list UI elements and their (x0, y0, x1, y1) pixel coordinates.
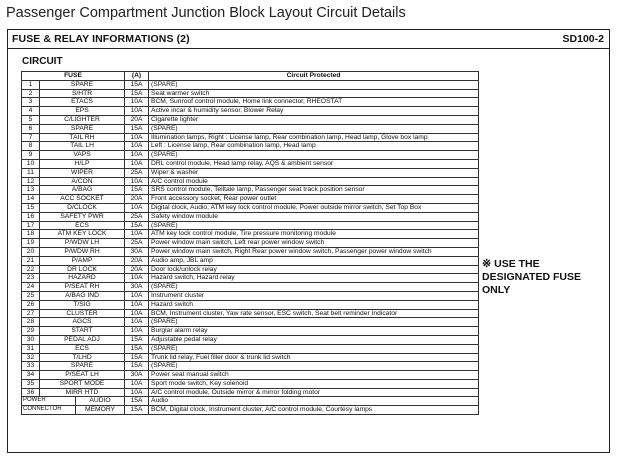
fuse-number: 26 (22, 300, 40, 309)
table-row (22, 353, 479, 362)
table-row (22, 371, 479, 380)
fuse-number: 5 (22, 115, 40, 124)
table-row (22, 291, 479, 300)
fuse-amp: 10A (125, 274, 149, 283)
fuse-number: 30 (22, 335, 40, 344)
circuit-protected: BCM, Digital clock, Instrument cluster, A/C control module, Courtesy lamps (149, 406, 479, 415)
fuse-number: 31 (22, 344, 40, 353)
header-circuit: Circuit Protected (149, 72, 479, 81)
fuse-number: 12 (22, 177, 40, 186)
fuse-name: HAZARD (40, 274, 125, 283)
fuse-amp: 30A (125, 371, 149, 380)
fuse-amp: 15A (125, 186, 149, 195)
fuse-amp: 15A (125, 353, 149, 362)
table-row (22, 98, 479, 107)
fuse-relay-panel (7, 29, 610, 453)
fuse-name: WIPER (40, 168, 125, 177)
fuse-name: EPS (40, 107, 125, 116)
note-line-3: ONLY (482, 284, 511, 296)
fuse-number: 15 (22, 203, 40, 212)
circuit-protected: BCM, Instrument cluster, Yaw rate sensor, ESC switch, Seat belt reminder Indicator (149, 309, 479, 318)
circuit-protected: Hazard switch (149, 300, 479, 309)
fuse-number: 1 (22, 80, 40, 89)
fuse-number: 25 (22, 291, 40, 300)
table-row (22, 274, 479, 283)
fuse-amp: 10A (125, 133, 149, 142)
fuse-number: 32 (22, 353, 40, 362)
table-row (22, 265, 479, 274)
circuit-protected: Digital clock, Audio, ATM key lock control module, Power outside mirror switch, Set Top Box (149, 203, 479, 212)
table-row (22, 309, 479, 318)
circuit-protected: (SPARE) (149, 80, 479, 89)
circuit-protected: Trunk lid relay, Fuel filler door & trunk lid switch (149, 353, 479, 362)
fuse-number: 14 (22, 195, 40, 204)
fuse-amp: 25A (125, 168, 149, 177)
fuse-name: A/BAG IND (40, 291, 125, 300)
fuse-number: 21 (22, 256, 40, 265)
fuse-name: P/SEAT LH (40, 371, 125, 380)
fuse-amp: 20A (125, 115, 149, 124)
header-amp: (A) (125, 72, 149, 81)
circuit-protected: (SPARE) (149, 318, 479, 327)
fuse-name: SAFETY PWR (40, 212, 125, 221)
fuse-number: 36 (22, 388, 40, 397)
circuit-protected: BCM, Sunroof control module, Home link connector, RHEOSTAT (149, 98, 479, 107)
fuse-name: P/AMP (40, 256, 125, 265)
fuse-amp: 10A (125, 142, 149, 151)
fuse-name: START (40, 327, 125, 336)
fuse-name: P/SEAT RH (40, 283, 125, 292)
table-header-row (22, 72, 479, 81)
fuse-number: 4 (22, 107, 40, 116)
table-row (22, 212, 479, 221)
fuse-amp: 10A (125, 388, 149, 397)
table-row (22, 186, 479, 195)
fuse-amp: 25A (125, 239, 149, 248)
table-row (22, 335, 479, 344)
circuit-protected: (SPARE) (149, 344, 479, 353)
fuse-amp: 10A (125, 309, 149, 318)
fuse-number: 23 (22, 274, 40, 283)
fuse-number: 7 (22, 133, 40, 142)
fuse-name: S/HTR (40, 89, 125, 98)
fuse-number: 20 (22, 247, 40, 256)
fuse-name: C/LIGHTER (40, 115, 125, 124)
circuit-protected: Power seat manual switch (149, 371, 479, 380)
fuse-name: TAIL LH (40, 142, 125, 151)
fuse-name: SPARE (40, 80, 125, 89)
fuse-number: 27 (22, 309, 40, 318)
fuse-amp: 15A (125, 124, 149, 133)
table-row (22, 80, 479, 89)
fuse-name: MIRR HTD (40, 388, 125, 397)
table-row (22, 221, 479, 230)
circuit-protected: SRS control module, Telltale lamp, Passenger seat track position sensor (149, 186, 479, 195)
table-row (22, 256, 479, 265)
circuit-protected: Hazard switch, Hazard relay (149, 274, 479, 283)
circuit-protected: (SPARE) (149, 283, 479, 292)
table-row (22, 133, 479, 142)
circuit-protected: Audio amp, JBL amp (149, 256, 479, 265)
section-label: CIRCUIT (22, 56, 63, 67)
fuse-name: ETACS (40, 98, 125, 107)
fuse-name: SPARE (40, 124, 125, 133)
fuse-table (21, 71, 479, 415)
fuse-number: 8 (22, 142, 40, 151)
fuse-name: DR LOCK (40, 265, 125, 274)
fuse-number: 13 (22, 186, 40, 195)
fuse-amp: 15A (125, 335, 149, 344)
circuit-protected: Front accessory socket, Rear power outlet (149, 195, 479, 204)
fuse-name: PEDAL ADJ (40, 335, 125, 344)
fuse-number: 29 (22, 327, 40, 336)
table-row (22, 344, 479, 353)
circuit-protected: (SPARE) (149, 362, 479, 371)
table-row (22, 203, 479, 212)
fuse-number: 24 (22, 283, 40, 292)
fuse-number: 33 (22, 362, 40, 371)
panel-divider (8, 48, 609, 49)
fuse-amp: 15A (125, 362, 149, 371)
fuse-amp: 15A (125, 397, 149, 406)
fuse-name: A/CON (40, 177, 125, 186)
table-row (22, 89, 479, 98)
circuit-protected: Adjustable pedal relay (149, 335, 479, 344)
power-connector-row-memory (22, 406, 479, 415)
table-row (22, 247, 479, 256)
power-connector-row-audio (22, 397, 479, 406)
fuse-amp: 10A (125, 327, 149, 336)
fuse-name: T/SIG (40, 300, 125, 309)
fuse-name: SPARE (40, 362, 125, 371)
circuit-protected: Power window main switch, Right Rear power window switch, Passenger power window switch (149, 247, 479, 256)
fuse-amp: 10A (125, 151, 149, 160)
fuse-number: 22 (22, 265, 40, 274)
fuse-name: P/WDW LH (40, 239, 125, 248)
fuse-number: 10 (22, 159, 40, 168)
circuit-protected: Cigarette lighter (149, 115, 479, 124)
reference-mark-icon: ※ (482, 258, 492, 270)
table-row (22, 300, 479, 309)
designated-fuse-note (482, 258, 608, 297)
fuse-amp: 20A (125, 256, 149, 265)
circuit-protected: (SPARE) (149, 221, 479, 230)
circuit-protected: Burglar alarm relay (149, 327, 479, 336)
table-row (22, 362, 479, 371)
fuse-name: ATM KEY LOCK (40, 230, 125, 239)
table-row (22, 379, 479, 388)
table-row (22, 142, 479, 151)
circuit-protected: Audio (149, 397, 479, 406)
fuse-amp: 15A (125, 221, 149, 230)
note-line-2: DESIGNATED FUSE (482, 271, 581, 283)
fuse-amp: 15A (125, 89, 149, 98)
circuit-protected: (SPARE) (149, 124, 479, 133)
table-row (22, 239, 479, 248)
fuse-amp: 20A (125, 265, 149, 274)
fuse-name: T/LHD (40, 353, 125, 362)
fuse-amp: 30A (125, 247, 149, 256)
panel-title: FUSE & RELAY INFORMATIONS (2) (12, 33, 190, 45)
circuit-protected: Door lock/unlock relay (149, 265, 479, 274)
fuse-amp: 10A (125, 107, 149, 116)
fuse-number: 16 (22, 212, 40, 221)
fuse-number: 2 (22, 89, 40, 98)
fuse-amp: 15A (125, 344, 149, 353)
fuse-name: H/LP (40, 159, 125, 168)
table-row (22, 283, 479, 292)
table-row (22, 318, 479, 327)
power-connector-label-bottom: CONNECTOR (22, 406, 76, 415)
fuse-number: 18 (22, 230, 40, 239)
table-row (22, 230, 479, 239)
fuse-amp: 30A (125, 283, 149, 292)
fuse-amp: 10A (125, 159, 149, 168)
fuse-amp: 20A (125, 195, 149, 204)
fuse-name: TAIL RH (40, 133, 125, 142)
fuse-name: D/CLOCK (40, 203, 125, 212)
fuse-number: 3 (22, 98, 40, 107)
fuse-name: AUDIO (76, 397, 125, 406)
fuse-name: MEMORY (76, 406, 125, 415)
circuit-protected: Left : License lamp, Rear combination lamp, Head lamp (149, 142, 479, 151)
table-row (22, 388, 479, 397)
table-row (22, 115, 479, 124)
circuit-protected: Wiper & washer (149, 168, 479, 177)
fuse-name: ECS (40, 221, 125, 230)
circuit-protected: Power window main switch, Left rear power window switch (149, 239, 479, 248)
circuit-protected: Seat warmer switch (149, 89, 479, 98)
header-fuse: FUSE (22, 72, 125, 81)
circuit-protected: Illumination lamps, Right : License lamp, Rear combination lamp, Head lamp, Glove box lamp (149, 133, 479, 142)
fuse-number: 28 (22, 318, 40, 327)
fuse-number: 34 (22, 371, 40, 380)
fuse-name: A/BAG (40, 186, 125, 195)
fuse-amp: 15A (125, 406, 149, 415)
table-row (22, 107, 479, 116)
fuse-number: 35 (22, 379, 40, 388)
fuse-name: AGCS (40, 318, 125, 327)
circuit-protected: DRL control module, Head lamp relay, AQS & ambient sensor (149, 159, 479, 168)
circuit-protected: A/C control module, Outside mirror & mirror folding motor (149, 388, 479, 397)
circuit-protected: Instrument cluster (149, 291, 479, 300)
table-row (22, 327, 479, 336)
table-row (22, 168, 479, 177)
table-row (22, 195, 479, 204)
fuse-name: ACC SOCKET (40, 195, 125, 204)
fuse-name: VAPS (40, 151, 125, 160)
page-caption: Passenger Compartment Junction Block Layout Circuit Details (6, 5, 406, 21)
fuse-amp: 10A (125, 203, 149, 212)
circuit-protected: Active incar & humidity sensor, Blower Relay (149, 107, 479, 116)
panel-code: SD100-2 (562, 33, 604, 45)
table-row (22, 124, 479, 133)
fuse-amp: 10A (125, 379, 149, 388)
fuse-amp: 10A (125, 230, 149, 239)
fuse-name: CLUSTER (40, 309, 125, 318)
circuit-protected: ATM key lock control module, Tire pressure monitoring module (149, 230, 479, 239)
fuse-amp: 10A (125, 291, 149, 300)
fuse-amp: 25A (125, 212, 149, 221)
circuit-protected: A/C control module (149, 177, 479, 186)
circuit-protected: Sport mode switch, Key solenoid (149, 379, 479, 388)
fuse-name: SPORT MODE (40, 379, 125, 388)
fuse-amp: 10A (125, 177, 149, 186)
fuse-number: 17 (22, 221, 40, 230)
circuit-protected: Safety window module (149, 212, 479, 221)
fuse-table-body (22, 80, 479, 414)
fuse-name: ECS (40, 344, 125, 353)
fuse-amp: 10A (125, 98, 149, 107)
fuse-number: 9 (22, 151, 40, 160)
table-row (22, 159, 479, 168)
note-line-1: USE THE (494, 258, 540, 270)
table-row (22, 151, 479, 160)
fuse-number: 11 (22, 168, 40, 177)
power-connector-label-top: POWER (22, 397, 76, 406)
fuse-amp: 15A (125, 80, 149, 89)
fuse-name: P/WDW RH (40, 247, 125, 256)
fuse-number: 19 (22, 239, 40, 248)
circuit-protected: (SPARE) (149, 151, 479, 160)
fuse-amp: 10A (125, 318, 149, 327)
fuse-number: 6 (22, 124, 40, 133)
table-row (22, 177, 479, 186)
fuse-amp: 10A (125, 300, 149, 309)
